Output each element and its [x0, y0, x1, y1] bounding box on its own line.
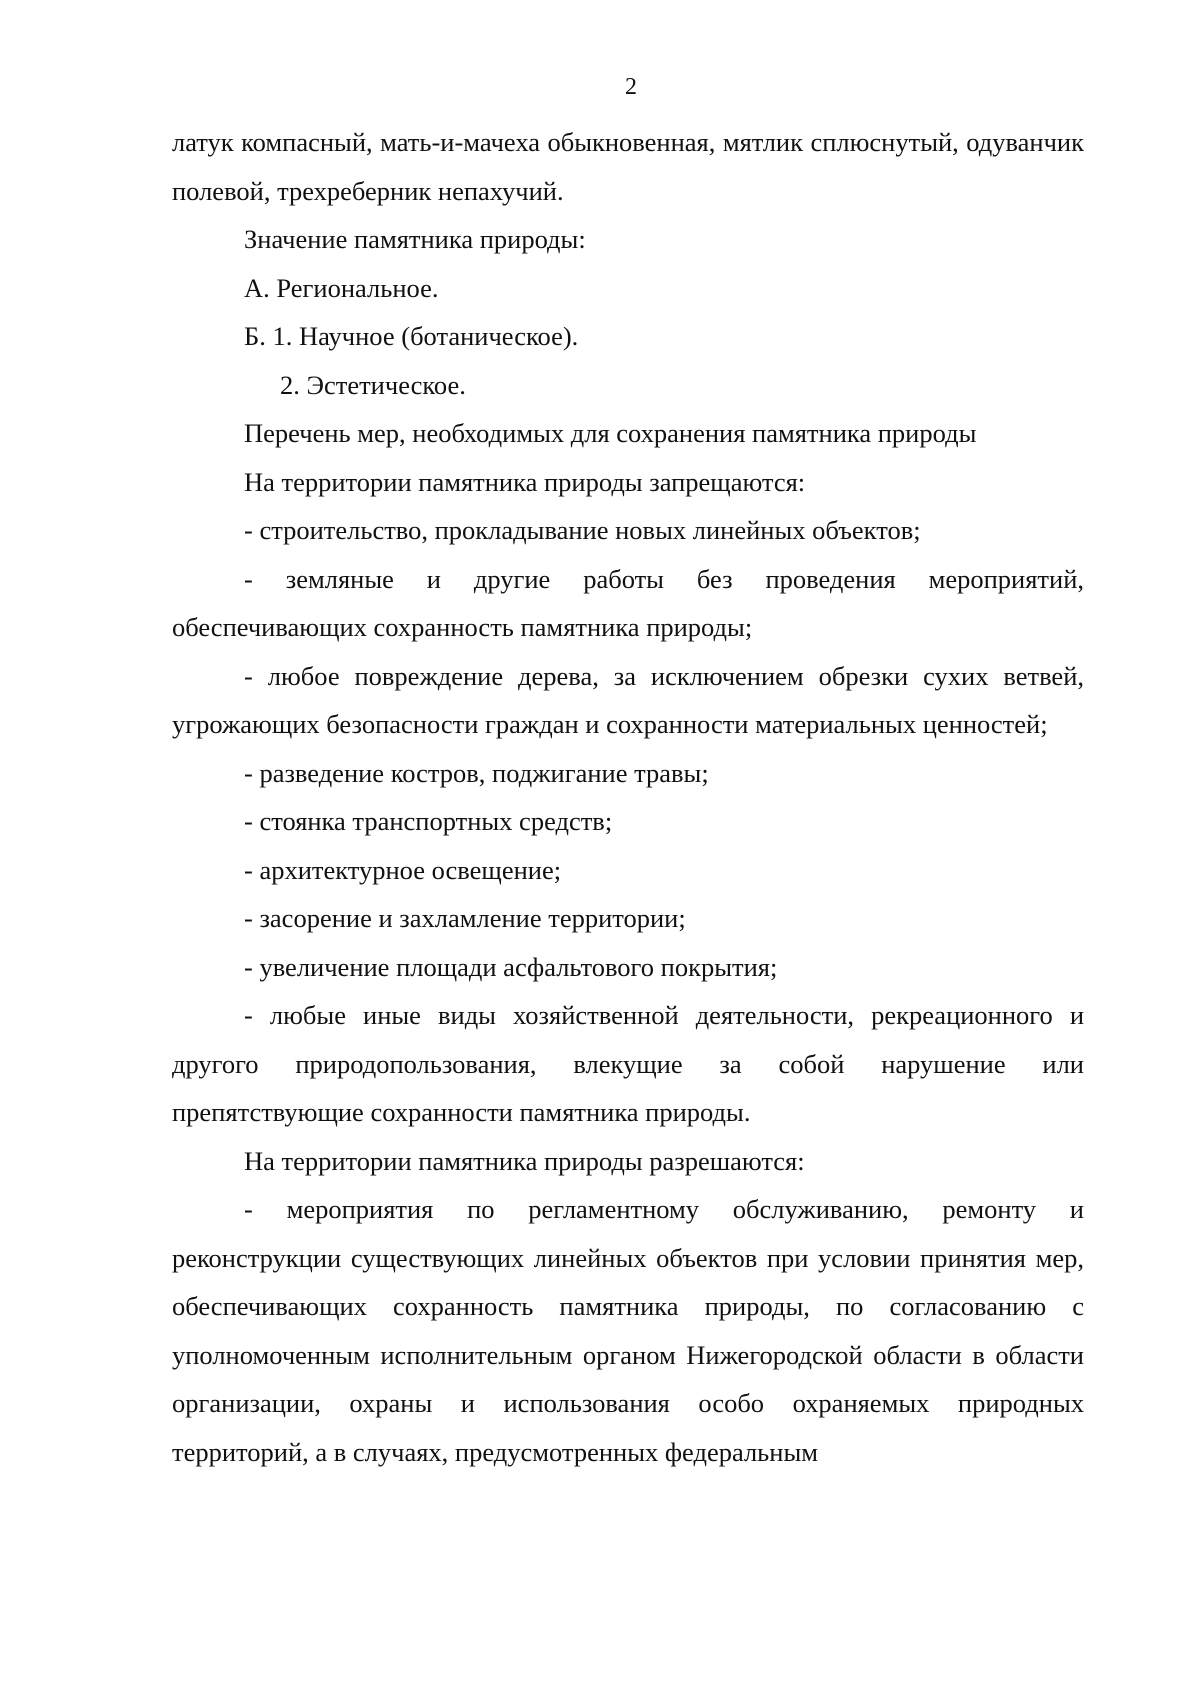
paragraph-significance-b1: Б. 1. Научное (ботаническое). — [244, 321, 579, 351]
list-item-prohibited-3: - любое повреждение дерева, за исключением обрезки сухих ветвей, угрожающих безопасности граждан и сохранности материальных ценностей; — [172, 660, 1084, 739]
paragraph-measures-heading: Перечень мер, необходимых для сохранения памятника природы — [244, 418, 977, 448]
list-item-allowed-1: - мероприятия по регламентному обслуживанию, ремонту и реконструкции существующих линейных объектов при условии принятия мер, обеспечивающих сохранность памятника природы, по согласованию с уполномоченным исполнительным органом Нижегородской области в области организации, охраны и использования особо охраняемых природных территорий, а в случаях, предусмотренных федеральным — [172, 1194, 1084, 1467]
paragraph-significance-b2: 2. Эстетическое. — [280, 369, 466, 400]
list-item-prohibited-9: - любые иные виды хозяйственной деятельности, рекреационного и другого природопользования, влекущие за собой нарушение или препятствующие сохранности памятника природы. — [172, 1000, 1084, 1127]
list-item-prohibited-5: - стоянка транспортных средств; — [244, 806, 613, 836]
list-item-prohibited-6: - архитектурное освещение; — [244, 854, 562, 885]
list-item-prohibited-8: - увеличение площади асфальтового покрытия; — [244, 951, 778, 982]
paragraph-significance-heading: Значение памятника природы: — [244, 224, 586, 254]
paragraph-prohibited-heading: На территории памятника природы запрещаются: — [244, 466, 806, 497]
list-item-prohibited-4: - разведение костров, поджигание травы; — [244, 757, 709, 788]
paragraph-allowed-heading: На территории памятника природы разрешаются: — [244, 1145, 805, 1176]
list-item-prohibited-7: - засорение и захламление территории; — [244, 903, 686, 933]
paragraph-significance-a: А. Региональное. — [244, 272, 439, 303]
paragraph-species-list: латук компасный, мать-и-мачеха обыкновенная, мятлик сплюснутый, одуванчик полевой, трехреберник непахучий. — [172, 127, 1084, 206]
document-body — [172, 118, 1084, 1476]
list-item-prohibited-2: - земляные и другие работы без проведения мероприятий, обеспечивающих сохранность памятника природы; — [172, 563, 1084, 642]
list-item-prohibited-1: - строительство, прокладывание новых линейных объектов; — [244, 515, 921, 545]
page-number: 2 — [625, 74, 637, 100]
